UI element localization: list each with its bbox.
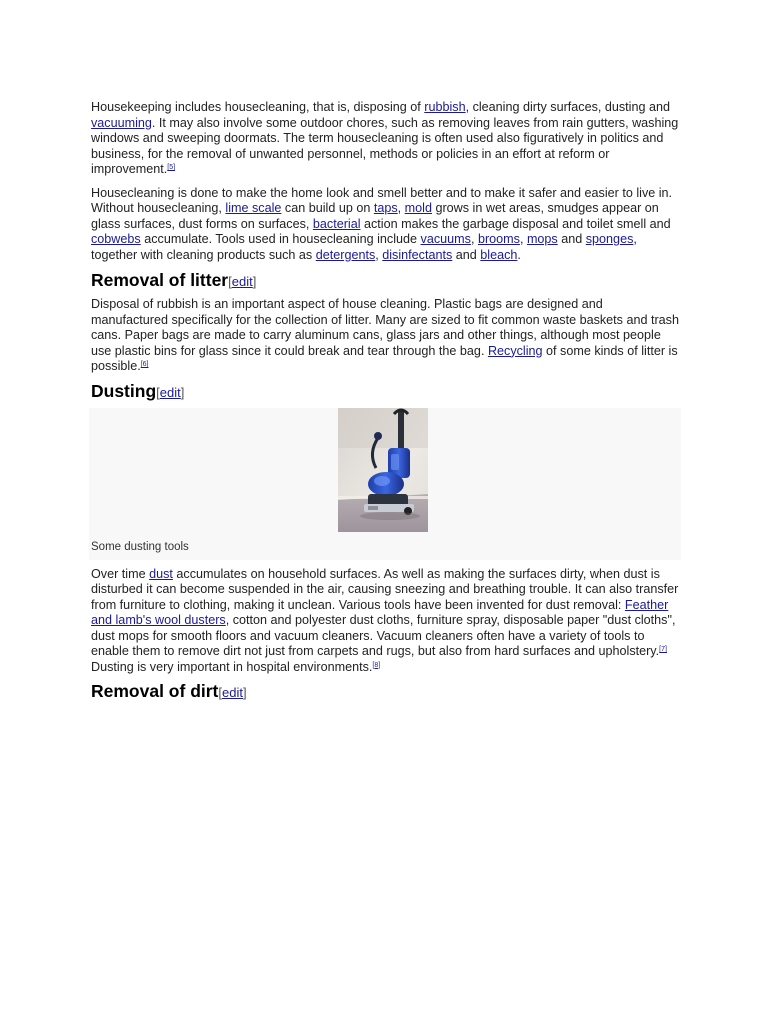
litter-paragraph xyxy=(91,297,681,375)
edit-section-dusting xyxy=(156,385,184,400)
link-mops[interactable]: mops xyxy=(526,232,558,246)
link-rubbish[interactable]: rubbish xyxy=(424,100,466,114)
edit-bracket-open: [ xyxy=(156,384,160,400)
text-run: , cleaning dirty surfaces, dusting and xyxy=(465,100,670,114)
link-disinfectants[interactable]: disinfectants xyxy=(382,247,453,262)
text-run: and xyxy=(452,247,481,262)
edit-bracket-close: ] xyxy=(252,274,257,289)
link-recycling[interactable]: Recycling xyxy=(487,343,543,358)
heading-text: Removal of litter xyxy=(91,270,229,290)
text-run: . It may also involve some outdoor chores, such as removing leaves from rain gutters, washing windows and sweeping doormats. The term housecleaning is often used also figuratively in politics and business, for the removal of unwanted personnel, methods or policies in an effort at reform or improvement. xyxy=(91,115,679,176)
reference-6 xyxy=(141,361,149,368)
text-run: Dusting is very important in hospital environments. xyxy=(91,659,373,674)
edit-section-dirt xyxy=(218,685,246,700)
edit-link-dirt[interactable]: edit xyxy=(222,685,243,700)
link-dust[interactable]: dust xyxy=(149,566,173,581)
edit-section-litter xyxy=(228,274,256,289)
edit-bracket-open: [ xyxy=(218,685,223,700)
link-bacterial[interactable]: bacterial xyxy=(312,216,361,231)
edit-link-litter[interactable]: edit xyxy=(231,274,253,289)
link-detergents[interactable]: detergents xyxy=(315,247,376,262)
text-run: Housekeeping includes housecleaning, that is, disposing of xyxy=(91,100,425,114)
link-bleach[interactable]: bleach xyxy=(480,247,518,262)
heading-text: Removal of dirt xyxy=(91,681,219,701)
link-vacuuming[interactable]: vacuuming xyxy=(91,115,152,130)
text-run: Housecleaning is done to make the home look and smell better and to make it safer and easier to live in. Without housecleaning, xyxy=(91,185,673,215)
edit-bracket-close: ] xyxy=(242,685,247,700)
section-heading-dusting xyxy=(91,380,681,404)
text-run: accumulates on household surfaces. As well as making the surfaces dirty, when dust is disturbed it can become suspended in the air, causing sneezing and breathing trouble. It can also transfer from furniture to clothing, making it unclean. Various tools have been invented for dust removal: xyxy=(91,566,679,612)
reference-link-8[interactable]: [8] xyxy=(372,661,381,669)
text-run: . xyxy=(517,247,521,262)
section-heading-removal-of-litter xyxy=(91,269,681,293)
link-feather-dusters[interactable]: Feather and lamb's wool dusters xyxy=(91,597,669,627)
link-sponges[interactable]: sponges xyxy=(585,232,634,246)
reference-link-7[interactable]: [7] xyxy=(659,646,667,653)
text-run: Over time xyxy=(91,566,150,581)
text-run: , xyxy=(470,232,478,246)
text-run: Disposal of rubbish is an important aspect of house cleaning. Plastic bags are designed and manufactured specifically for the collection of litter. Many are sized to fit common waste baskets and trash cans. Paper bags are made to carry aluminum cans, glass jars and other things, although most people use plastic bins for glass since it could break and tear through the bag. xyxy=(91,297,679,358)
link-cobwebs[interactable]: cobwebs xyxy=(91,232,141,246)
reference-5 xyxy=(167,164,175,171)
edit-bracket-open: [ xyxy=(228,274,232,289)
text-run: , together with cleaning products such as xyxy=(91,232,637,262)
text-run: , xyxy=(519,232,527,246)
text-run: of some kinds of litter is possible. xyxy=(91,343,678,373)
link-lime-scale[interactable]: lime scale xyxy=(225,201,282,215)
text-run: , xyxy=(397,201,405,215)
text-run: and xyxy=(557,232,586,246)
article-body xyxy=(91,100,681,708)
link-mold[interactable]: mold xyxy=(404,201,432,215)
link-vacuums[interactable]: vacuums xyxy=(420,232,471,246)
intro-paragraph-2 xyxy=(91,186,681,264)
reference-link-6[interactable]: [6] xyxy=(140,361,149,368)
heading-text: Dusting xyxy=(91,380,157,401)
reference-8 xyxy=(372,662,380,669)
text-run: grows in wet areas, smudges appear on glass surfaces, dust forms on surfaces, xyxy=(91,201,659,231)
reference-link-5[interactable]: [5] xyxy=(167,164,176,171)
figure-caption: Some dusting tools xyxy=(91,540,189,553)
link-brooms[interactable]: brooms xyxy=(477,232,520,246)
text-run: can build up on xyxy=(281,201,374,215)
reference-7 xyxy=(659,646,667,653)
intro-paragraph-1 xyxy=(91,100,681,178)
link-taps[interactable]: taps xyxy=(373,201,398,215)
dusting-paragraph xyxy=(91,567,681,676)
text-run: , cotton and polyester dust cloths, furniture spray, disposable paper "dust cloths", dust mops for smooth floors and vacuum cleaners. Vacuum cleaners often have a variety of tools to enable them to remove dirt not just from carpets and rugs, but also from hard surfaces and upholstery. xyxy=(91,613,676,658)
edit-link-dusting[interactable]: edit xyxy=(159,384,181,400)
vacuum-cleaner-image[interactable] xyxy=(338,408,428,532)
text-run: , xyxy=(375,247,383,262)
edit-bracket-close: ] xyxy=(180,384,185,400)
text-run: accumulate. Tools used in housecleaning include xyxy=(140,232,421,246)
section-heading-removal-of-dirt xyxy=(91,680,681,704)
text-run: action makes the garbage disposal and toilet smell and xyxy=(360,216,671,231)
figure-dusting-tools xyxy=(89,408,681,560)
